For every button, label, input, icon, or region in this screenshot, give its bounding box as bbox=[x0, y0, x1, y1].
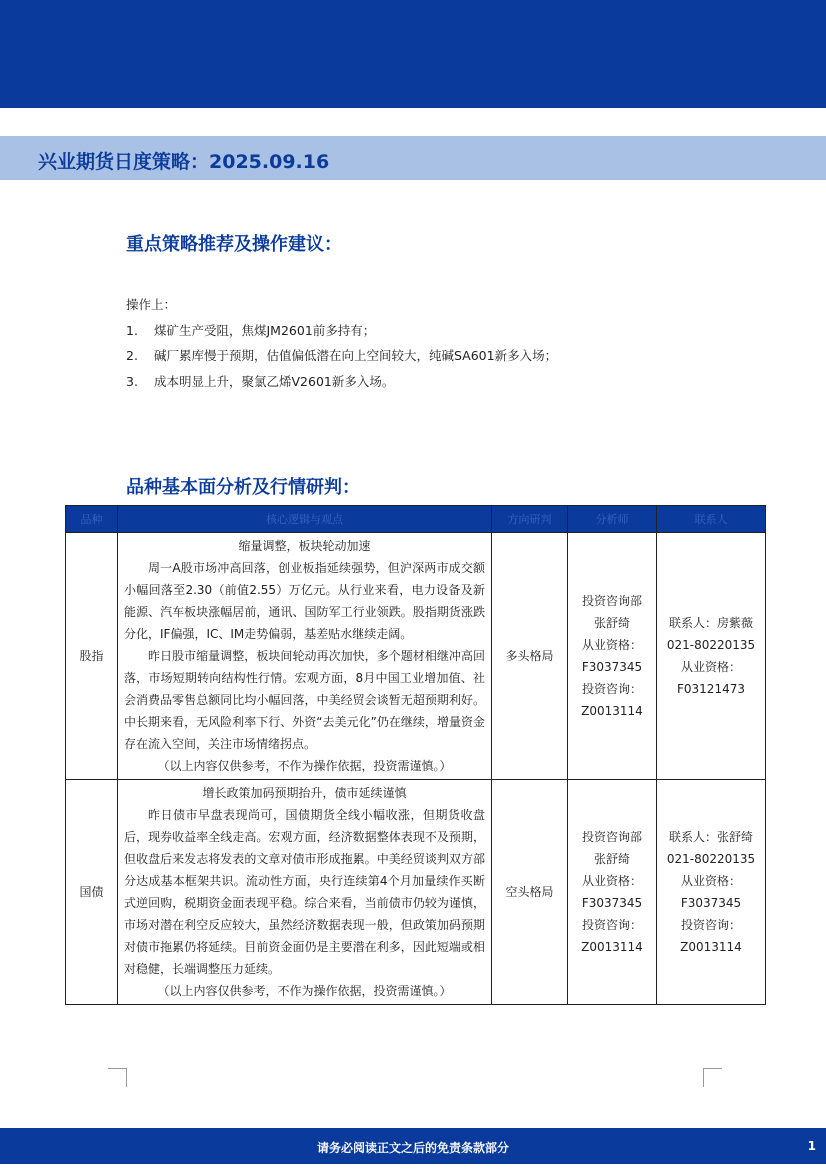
crop-mark-right bbox=[703, 1068, 722, 1087]
row-headline: 缩量调整，板块轮动加速 bbox=[238, 539, 371, 553]
contact-line: 联系人：房紫薇 bbox=[668, 616, 753, 630]
page-title: 兴业期货日度策略：2025.09.16 bbox=[38, 151, 330, 173]
analysis-table bbox=[65, 505, 766, 1005]
row-paragraph: 昨日股市缩量调整，板块间轮动再次加快，多个题材相继冲高回落，市场短期转向结构性行情。宏观方面，8月中国工业增加值、社会消费品零售总额同比均小幅回落，中美经贸会谈暂无超预期利好。中长期来看，无风险利率下行、外资“去美元化”仍在继续，增量资金存在流入空间，关注市场情绪拐点。 bbox=[124, 649, 485, 751]
analyst-line: F3037345 bbox=[581, 896, 643, 910]
operations-list bbox=[126, 292, 557, 394]
header-analyst: 分析师 bbox=[568, 506, 657, 533]
row-direction: 空头格局 bbox=[492, 780, 568, 1005]
analyst-line: F3037345 bbox=[581, 660, 643, 674]
footer-bar bbox=[0, 1128, 826, 1164]
analyst-line: 投资咨询部 bbox=[581, 830, 642, 844]
list-text: 碱厂累库慢于预期，估值偏低潜在向上空间较大，纯碱SA601新多入场； bbox=[154, 348, 558, 363]
row-disclaimer-note: （以上内容仅供参考，不作为操作依据，投资需谨慎。） bbox=[157, 984, 452, 998]
row-logic bbox=[118, 780, 492, 1005]
contact-line: 投资咨询： bbox=[680, 918, 741, 932]
row-category: 国债 bbox=[66, 780, 118, 1005]
list-item bbox=[126, 343, 557, 369]
list-text: 煤矿生产受阻，焦煤JM2601前多持有； bbox=[154, 322, 376, 338]
contact-line: F03121473 bbox=[677, 682, 745, 696]
list-item bbox=[126, 369, 557, 395]
row-paragraph: 昨日债市早盘表现尚可，国债期货全线小幅收涨，但期货收盘后，现券收益率全线走高。宏观方面，经济数据整体表现不及预期，但收盘后来发志将发表的文章对债市形成拖累。中美经贸谈判双方部分达成基本框架共识。流动性方面，央行连续第4个月加量续作买断式逆回购，税期资金面表现平稳。综合来看，当前债市仍较为谨慎，市场对潜在利空反应较大，虽然经济数据表现一般，但政策加码预期对债市拖累仍将延续。目前资金面仍是主要潜在利多，因此短端或相对稳健，长端调整压力延续。 bbox=[124, 808, 485, 976]
section-heading-strategy: 重点策略推荐及操作建议： bbox=[126, 234, 342, 255]
row-contact bbox=[657, 780, 766, 1005]
contact-line: 联系人：张舒绮 bbox=[668, 830, 753, 844]
operations-intro: 操作上： bbox=[126, 297, 177, 312]
row-direction: 多头格局 bbox=[492, 533, 568, 780]
analyst-line: 张舒绮 bbox=[593, 616, 630, 630]
crop-mark-left bbox=[108, 1068, 127, 1087]
row-paragraph: 周一A股市场冲高回落，创业板指延续强势，但沪深两市成交额小幅回落至2.30（前值2.55）万亿元。从行业来看，电力设备及新能源、汽车板块涨幅居前，通讯、国防军工行业领跌。股指期货涨跌分化，IF偏强，IC、IM走势偏弱，基差贴水继续走阔。 bbox=[124, 561, 485, 641]
row-analyst bbox=[568, 780, 657, 1005]
row-headline: 增长政策加码预期抬升，债市延续谨慎 bbox=[202, 786, 407, 800]
contact-line: 从业资格： bbox=[680, 660, 741, 674]
table-row bbox=[66, 533, 766, 780]
analyst-line: 投资咨询部 bbox=[581, 594, 642, 608]
header-contact: 联系人 bbox=[657, 506, 766, 533]
footer-disclaimer-link[interactable]: 请务必阅读正文之后的免责条款部分 bbox=[316, 1141, 509, 1155]
row-category: 股指 bbox=[66, 533, 118, 780]
row-analyst bbox=[568, 533, 657, 780]
header-direction: 方向研判 bbox=[492, 506, 568, 533]
analyst-line: 张舒绮 bbox=[593, 852, 630, 866]
list-number: 1. bbox=[126, 322, 138, 338]
contact-line: F3037345 bbox=[680, 896, 742, 910]
header-logic: 核心逻辑与观点 bbox=[118, 506, 492, 533]
list-text: 成本明显上升，聚氯乙烯V2601新多入场。 bbox=[154, 373, 395, 389]
table-row bbox=[66, 780, 766, 1005]
analyst-line: 从业资格： bbox=[581, 874, 642, 888]
row-disclaimer-note: （以上内容仅供参考，不作为操作依据，投资需谨慎。） bbox=[157, 759, 452, 773]
analyst-line: 从业资格： bbox=[581, 638, 642, 652]
page-number: 1 bbox=[807, 1139, 816, 1153]
analyst-line: Z0013114 bbox=[581, 704, 643, 718]
header-category: 品种 bbox=[66, 506, 118, 533]
section-heading-analysis: 品种基本面分析及行情研判： bbox=[126, 477, 360, 498]
list-number: 3. bbox=[126, 373, 138, 389]
table-header-row bbox=[66, 506, 766, 533]
top-banner bbox=[0, 0, 826, 108]
contact-line: 021-80220135 bbox=[666, 638, 756, 652]
analyst-line: 投资咨询： bbox=[581, 918, 642, 932]
contact-line: Z0013114 bbox=[680, 940, 742, 954]
analyst-line: 投资咨询： bbox=[581, 682, 642, 696]
contact-line: 021-80220135 bbox=[666, 852, 756, 866]
analyst-line: Z0013114 bbox=[581, 940, 643, 954]
row-logic bbox=[118, 533, 492, 780]
list-item bbox=[126, 318, 557, 344]
list-number: 2. bbox=[126, 348, 138, 363]
title-bar bbox=[0, 136, 826, 180]
contact-line: 从业资格： bbox=[680, 874, 741, 888]
row-contact bbox=[657, 533, 766, 780]
